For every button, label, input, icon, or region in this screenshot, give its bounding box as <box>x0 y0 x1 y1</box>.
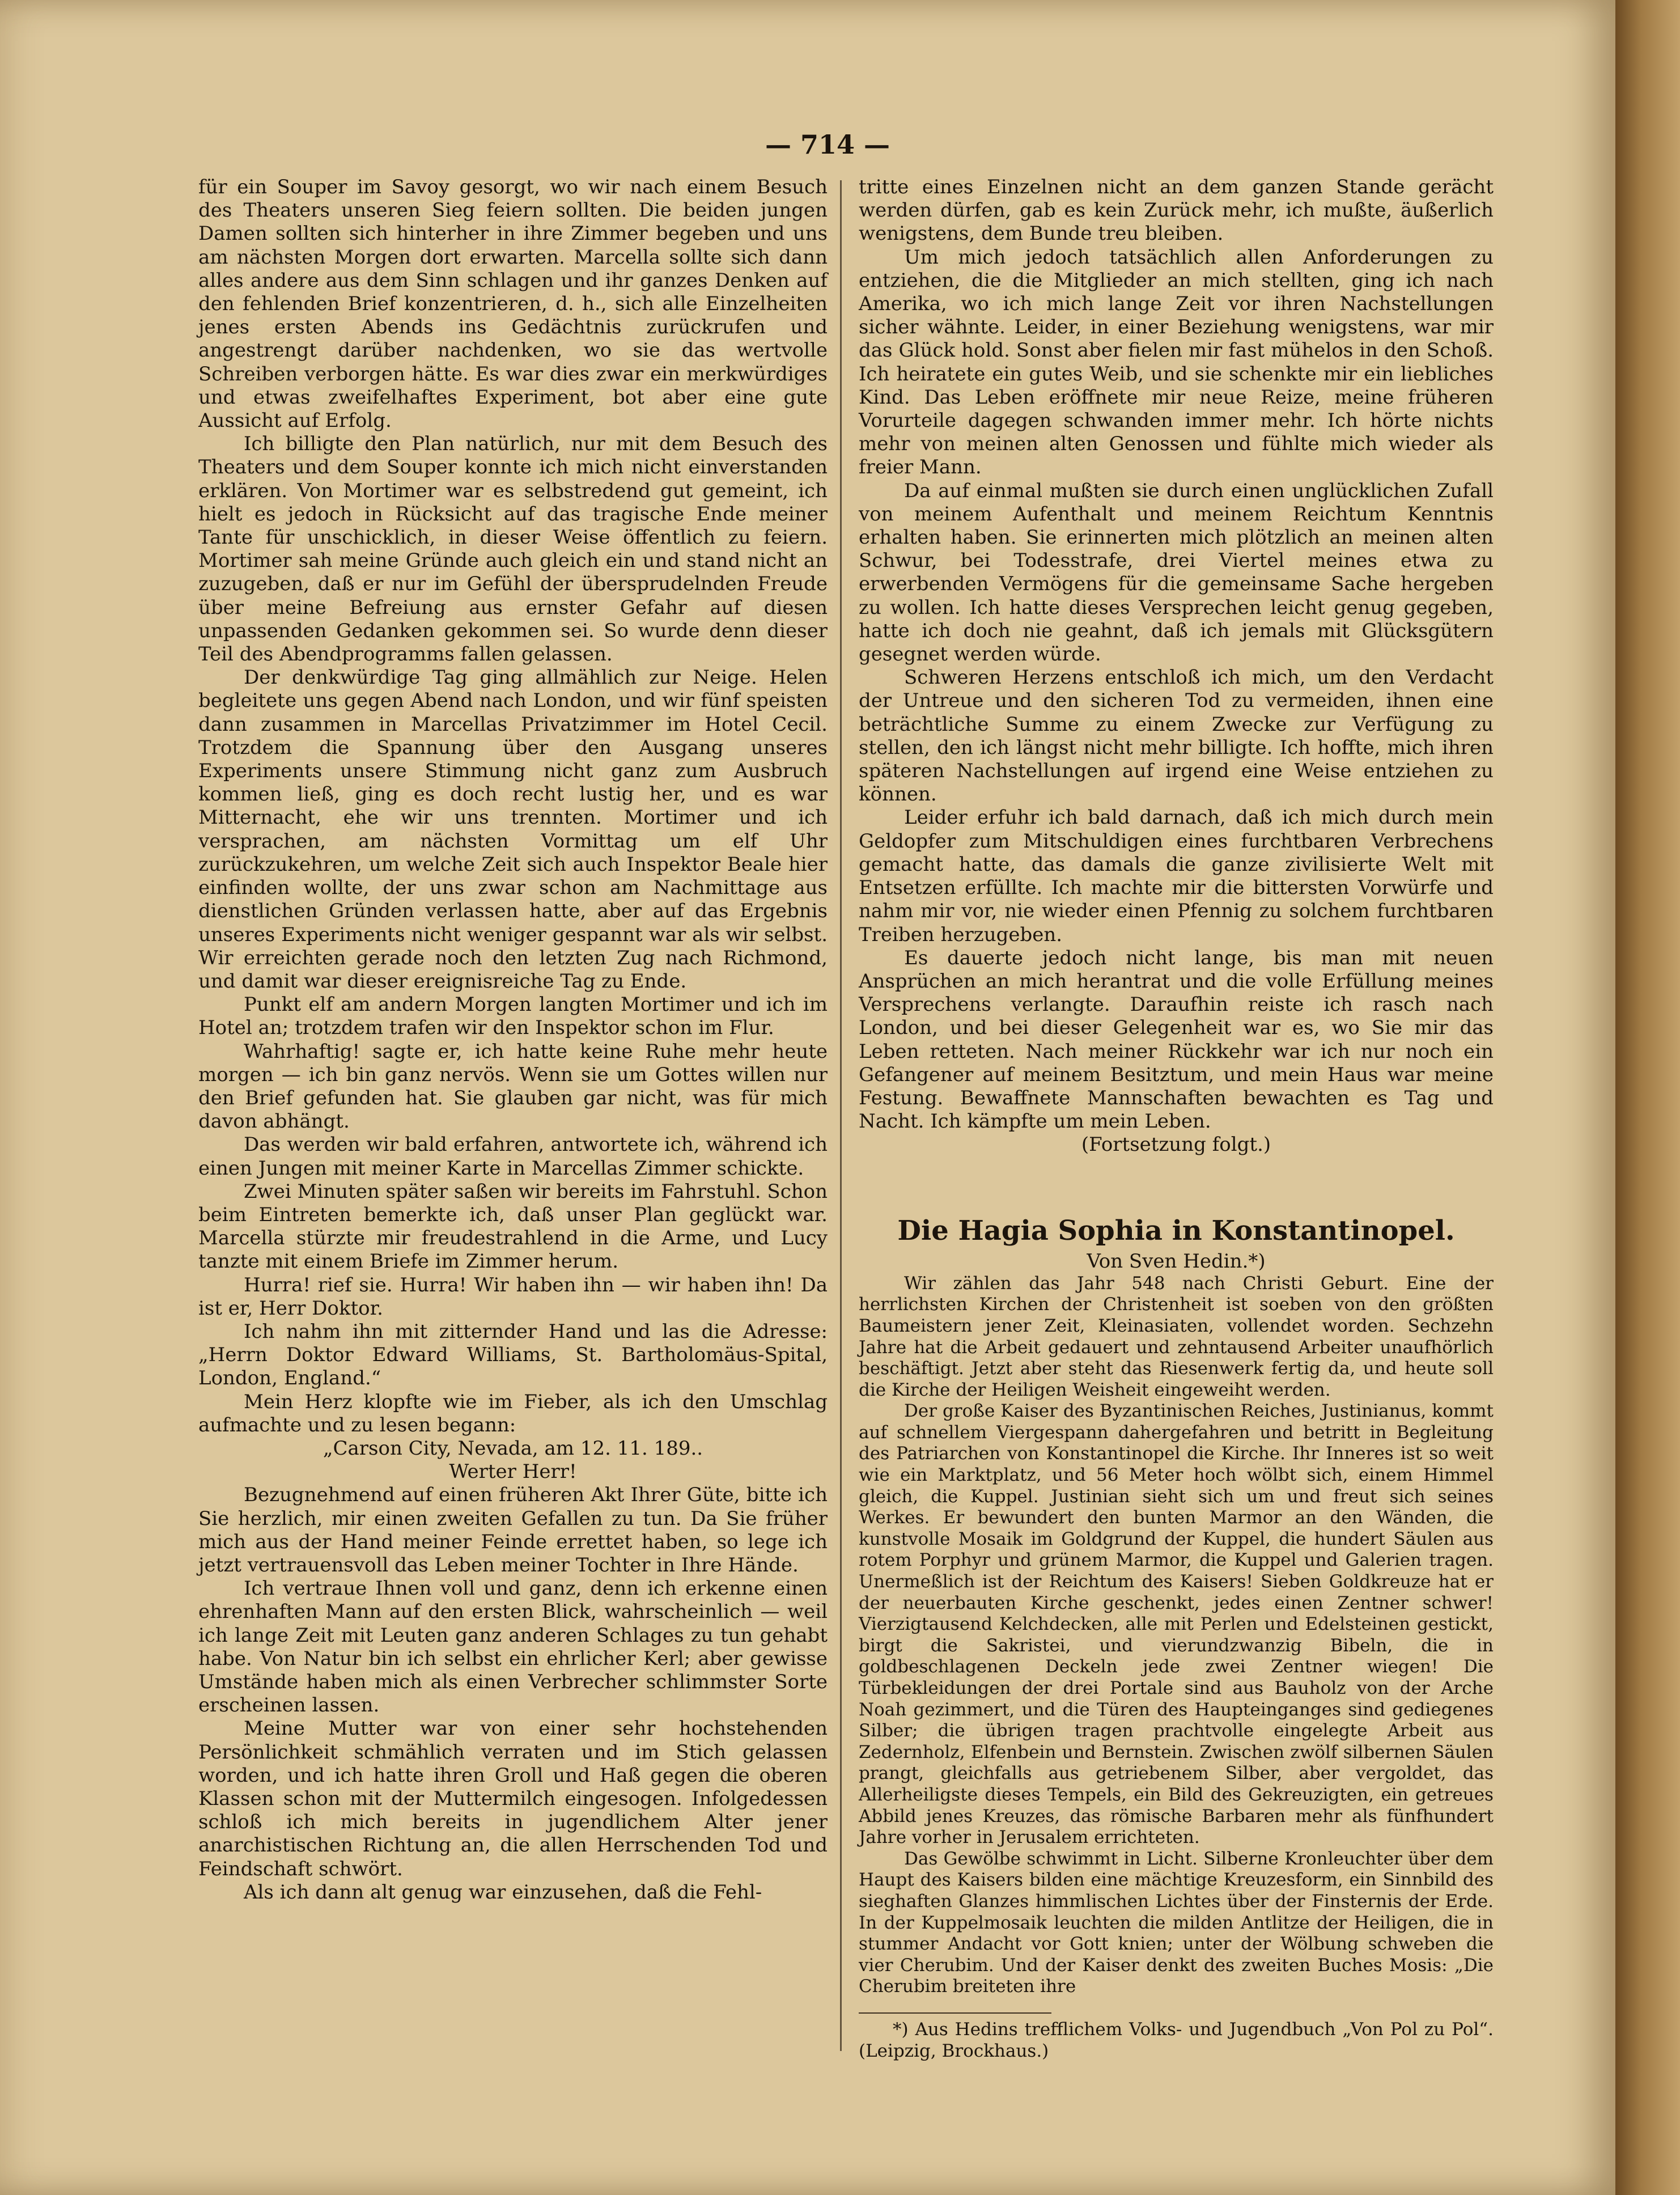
paragraph: Der große Kaiser des Byzantinischen Reiches, Justinianus, kommt auf schnellem Viergespann dahergefahren und betritt in Begleitung des Patriarchen von Konstantinopel die Kirche. Ihr Inneres ist so weit wie ein Marktplatz, und 56 Meter hoch wölbt sich, einem Himmel gleich, die Kuppel. Justinian sieht sich um und freut sich seines Werkes. Er bewundert den bunten Marmor an den Wänden, die kunstvolle Mosaik im Goldgrund der Kuppel, die hundert Säulen aus rotem Porphyr und grünem Marmor, die Kuppel und Galerien tragen. Unermeßlich ist der Reichtum des Kaisers! Sieben Goldkreuze hat er der neuerbauten Kirche geschenkt, jedes einen Zentner schwer! Vierzigtausend Kelchdecken, alle mit Perlen und Edelsteinen gestickt, birgt die Sakristei, und vierundzwanzig Bibeln, die in goldbeschlagenen Deckeln jede zwei Zentner wiegen! Die Türbekleidungen der drei Portale sind aus Bauholz von der Arche Noah gezimmert, und die Türen des Haupteinganges sind gediegenes Silber; die übrigen tragen prachtvolle eingelegte Arbeit aus Zedernholz, Elfenbein und Bernstein. Zwischen zwölf silbernen Säulen prangt, gleichfalls aus getriebenem Silber, aber vergoldet, das Allerheiligste dieses Tempels, ein Bild des Gekreuzigten, ein getreues Abbild jenes Kreuzes, das römische Barbaren mehr als fünfhundert Jahre vorher in Jerusalem errichteten. <box>859 1401 1494 1848</box>
paragraph: Schweren Herzens entschloß ich mich, um den Verdacht der Untreue und den sicheren Tod zu vermeiden, ihnen eine beträchtliche Summe zu einem Zwecke zur Verfügung zu stellen, den ich längst nicht mehr billigte. Ich hoffte, mich ihren späteren Nachstellungen auf irgend eine Weise entziehen zu können. <box>859 666 1494 806</box>
footnote-rule <box>859 2012 1051 2014</box>
article-body <box>859 1273 1494 1998</box>
footnote: *) Aus Hedins trefflichem Volks- und Jugendbuch „Von Pol zu Pol“. (Leipzig, Brockhaus.) <box>859 2019 1494 2061</box>
paragraph: tritte eines Einzelnen nicht an dem ganzen Stande gerächt werden dürfen, gab es kein Zurück mehr, ich mußte, äußerlich wenigstens, dem Bunde treu bleiben. <box>859 176 1494 245</box>
article-byline: Von Sven Hedin.*) <box>1087 1249 1266 1273</box>
paragraph: Es dauerte jedoch nicht lange, bis man mit neuen Ansprüchen an mich herantrat und die volle Erfüllung meines Versprechens verlangte. Daraufhin reiste ich rasch nach London, und bei dieser Gelegenheit war es, wo Sie mir das Leben retteten. Nach meiner Rückkehr war ich nur noch ein Gefangener auf meinem Besitztum, und mein Haus war meine Festung. Bewaffnete Mannschaften bewachten es Tag und Nacht. Ich kämpfte um mein Leben. <box>859 946 1494 1133</box>
story-continuation <box>859 176 1494 1133</box>
article-headline: Die Hagia Sophia in Konstantinopel. <box>897 1214 1455 1247</box>
paragraph: Ich vertraue Ihnen voll und ganz, denn ich erkenne einen ehrenhaften Mann auf den ersten Blick, wahrscheinlich — weil ich lange Zeit mit Leuten ganz anderen Schlages zu tun gehabt habe. Von Natur bin ich selbst ein ehrlicher Kerl; aber gewisse Umstände haben mich als einen Verbrecher schlimmster Sorte erscheinen lassen. <box>198 1577 828 1717</box>
adjacent-page-edge <box>1615 0 1680 2195</box>
continuation-note: (Fortsetzung folgt.) <box>1081 1133 1271 1156</box>
paragraph: für ein Souper im Savoy gesorgt, wo wir nach einem Besuch des Theaters unseren Sieg feiern sollten. Die beiden jungen Damen sollten sich hinterher in ihre Zimmer begeben und uns am nächsten Morgen dort erwarten. Marcella sollte sich dann alles andere aus dem Sinn schlagen und ihr ganzes Denken auf den fehlenden Brief konzentrieren, d. h., sich alle Einzelheiten jenes ersten Abends ins Gedächtnis zurückrufen und angestrengt darüber nachdenken, wo sie das wertvolle Schreiben verborgen hätte. Es war dies zwar ein merkwürdiges und etwas zweifelhaftes Experiment, bot aber eine gute Aussicht auf Erfolg. <box>198 176 828 433</box>
paragraph: Wir zählen das Jahr 548 nach Christi Geburt. Eine der herrlichsten Kirchen der Christenheit ist soeben von den größten Baumeistern jener Zeit, Kleinasiaten, vollendet worden. Sechzehn Jahre hat die Arbeit gedauert und zehntausend Arbeiter unaufhörlich beschäftigt. Jetzt aber steht das Riesenwerk fertig da, und heute soll die Kirche der Heiligen Weisheit eingeweiht werden. <box>859 1273 1494 1400</box>
paragraph: Meine Mutter war von einer sehr hochstehenden Persönlichkeit schmählich verraten und im Stich gelassen worden, und ich hatte ihren Groll und Haß gegen die oberen Klassen schon mit der Muttermilch eingesogen. Infolgedessen schloß ich mich bereits in jugendlichem Alter jener anarchistischen Richtung an, die allen Herrschenden Tod und Feindschaft schwört. <box>198 1717 828 1880</box>
paragraph: Der denkwürdige Tag ging allmählich zur Neige. Helen begleitete uns gegen Abend nach London, und wir fünf speisten dann zusammen in Marcellas Privatzimmer im Hotel Cecil. Trotzdem die Spannung über den Ausgang unseres Experiments unsere Stimmung nicht ganz zum Ausbruch kommen ließ, ging es doch recht lustig her, und es war Mitternacht, ehe wir uns trennten. Mortimer und ich versprachen, am nächsten Vormittag um elf Uhr zurückzukehren, um welche Zeit sich auch Inspektor Beale hier einfinden wollte, der uns zwar schon am Nachmittage aus dienstlichen Gründen verlassen hatte, aber auf das Ergebnis unseres Experiments nicht weniger gespannt war als wir selbst. Wir erreichten gerade noch den letzten Zug nach Richmond, und damit war dieser ereignisreiche Tag zu Ende. <box>198 666 828 993</box>
paragraph: Ich billigte den Plan natürlich, nur mit dem Besuch des Theaters und dem Souper konnte ich mich nicht einverstanden erklären. Von Mortimer war es selbstredend gut gemeint, ich hielt es jedoch in Rücksicht auf das tragische Ende meiner Tante für unschicklich, in dieser Weise öffentlich zu feiern. Mortimer sah meine Gründe auch gleich ein und stand nicht an zuzugeben, daß er nur im Gefühl der übersprudelnden Freude über meine Befreiung aus ernster Gefahr auf diesen unpassenden Gedanken gekommen sei. So wurde denn dieser Teil des Abendprogramms fallen gelassen. <box>198 433 828 666</box>
right-column <box>859 176 1494 2062</box>
paragraph: Das Gewölbe schwimmt in Licht. Silberne Kronleuchter über dem Haupt des Kaisers bilden eine mächtige Kreuzesform, ein Sinnbild des sieghaften Glanzes himmlischen Lichtes über der Finsternis der Erde. In der Kuppelmosaik leuchten die milden Antlitze der Heiligen, die in stummer Andacht vor Gott knien; unter der Wölbung schweben die vier Cherubim. Und der Kaiser denkt des zweiten Buches Mosis: „Die Cherubim breiteten ihre <box>859 1848 1494 1997</box>
paragraph: Leider erfuhr ich bald darnach, daß ich mich durch mein Geldopfer zum Mitschuldigen eines furchtbaren Verbrechens gemacht hatte, das damals die ganze zivilisierte Welt mit Entsetzen erfüllte. Ich machte mir die bittersten Vorwürfe und nahm mir vor, nie wieder einen Pfennig zu solchem furchtbaren Treiben herzugeben. <box>859 806 1494 946</box>
paragraph: Um mich jedoch tatsächlich allen Anforderungen zu entziehen, die die Mitglieder an mich stellten, ging ich nach Amerika, wo ich mich lange Zeit vor ihren Nachstellungen sicher wähnte. Leider, in einer Beziehung wenigstens, war mir das Glück hold. Sonst aber fielen mir fast mühelos in den Schoß. Ich heiratete ein gutes Weib, und sie schenkte mir ein liebliches Kind. Das Leben eröffnete mir neue Reize, meine früheren Vorurteile dagegen schwanden immer mehr. Ich hörte nichts mehr von meinen alten Genossen und fühlte mich wieder als freier Mann. <box>859 245 1494 479</box>
paragraph: Das werden wir bald erfahren, antwortete ich, während ich einen Jungen mit meiner Karte in Marcellas Zimmer schickte. <box>198 1133 828 1180</box>
paragraph: Als ich dann alt genug war einzusehen, daß die Fehl- <box>244 1880 762 1904</box>
paragraph: Hurra! rief sie. Hurra! Wir haben ihn — wir haben ihn! Da ist er, Herr Doktor. <box>198 1273 828 1320</box>
paragraph: Da auf einmal mußten sie durch einen unglücklichen Zufall von meinem Aufenthalt und meinem Reichtum Kenntnis erhalten haben. Sie erinnerten mich plötzlich an meinen alten Schwur, bei Todesstrafe, drei Viertel meines etwa zu erwerbenden Vermögens für die gemeinsame Sache hergeben zu wollen. Ich hatte dieses Versprechen leicht genug gegeben, hatte ich doch nie geahnt, daß ich jemals mit Glücksgütern gesegnet werden würde. <box>859 479 1494 666</box>
paragraph: Werter Herr! <box>449 1460 577 1484</box>
paragraph: Ich nahm ihn mit zitternder Hand und las die Adresse: „Herrn Doktor Edward Williams, St. Bartholomäus-Spital, London, England.“ <box>198 1320 828 1390</box>
paragraph: Mein Herz klopfte wie im Fieber, als ich den Umschlag aufmachte und zu lesen begann: <box>198 1390 828 1437</box>
paragraph: Wahrhaftig! sagte er, ich hatte keine Ruhe mehr heute morgen — ich bin ganz nervös. Wenn sie um Gottes willen nur den Brief gefunden hat. Sie glauben gar nicht, was für mich davon abhängt. <box>198 1040 828 1133</box>
page-number: — 714 — <box>765 129 890 160</box>
paragraph: „Carson City, Nevada, am 12. 11. 189.. <box>323 1437 703 1460</box>
paragraph: Punkt elf am andern Morgen langten Mortimer und ich im Hotel an; trotzdem trafen wir den Inspektor schon im Flur. <box>198 993 828 1040</box>
paragraph: Zwei Minuten später saßen wir bereits im Fahrstuhl. Schon beim Eintreten bemerkte ich, daß unser Plan geglückt war. Marcella stürzte mir freudestrahlend in die Arme, und Lucy tanzte mit einem Briefe im Zimmer herum. <box>198 1180 828 1273</box>
paragraph: Bezugnehmend auf einen früheren Akt Ihrer Güte, bitte ich Sie herzlich, mir einen zweiten Gefallen zu tun. Da Sie früher mich aus der Hand meiner Feinde errettet haben, so lege ich jetzt vertrauensvoll das Leben meiner Tochter in Ihre Hände. <box>198 1484 828 1577</box>
left-column <box>198 176 828 1904</box>
column-divider <box>840 180 842 2051</box>
